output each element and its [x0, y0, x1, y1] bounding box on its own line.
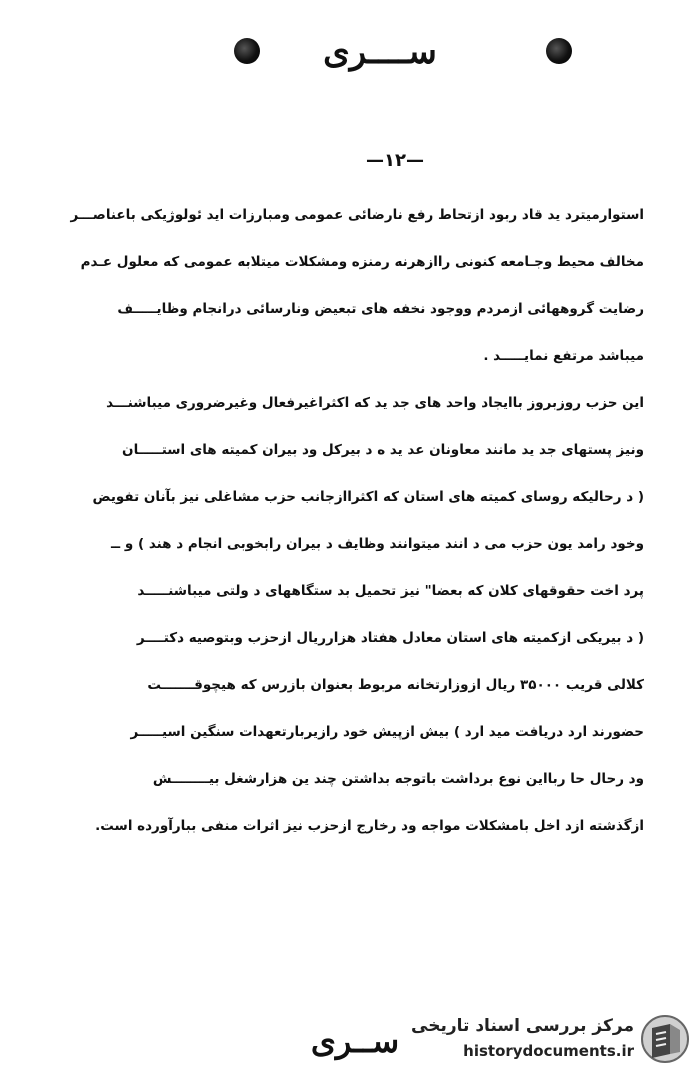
punch-hole-icon: [234, 38, 260, 64]
body-line: این حزب روزبروز باایجاد واحد های جد ید که اکثراغیرفعال وغیرضروری میباشنـــد: [106, 395, 644, 411]
classification-stamp-bottom: ســری: [310, 1022, 400, 1060]
body-line: ونیز پستهای جد ید مانند معاونان عد ید ه د بیرکل ود بیران کمیته های استـــــان: [122, 442, 644, 458]
watermark-title: مرکز بررسی اسناد تاریخی: [411, 1016, 634, 1036]
body-line: وخود رامد یون حزب می د انند میتوانند وظایف د بیران رابخوبی انجام د هند ) و ــ: [110, 536, 644, 552]
body-line: مخالف محیط وجـامعه کنونی راازهرنه رمنزه ومشکلات میتلابه عمومی که معلول عـدم: [80, 254, 644, 270]
document-header: [0, 28, 700, 88]
page-number: —۱۲—: [366, 150, 424, 171]
body-line: ود رحال حا ربااین نوع برداشت باتوجه بداشتن چند ین هزارشغل بیــــــــش: [152, 771, 644, 787]
body-line: کلالی قریب ۳۵۰۰۰ ریال ازوزارتخانه مربوط بعنوان بازرس که هیچوقـــــــت: [147, 677, 644, 693]
body-line: حضورند ارد دریافت مید ارد ) بیش ازپیش خود رازیربارتعهدات سنگین اسیـــــر: [130, 724, 644, 740]
punch-hole-icon: [546, 38, 572, 64]
body-line: ( د رحالیکه روسای کمیته های استان که اکثراازجانب حزب مشاغلی نیز بآنان تفویض: [92, 489, 644, 505]
body-line: رضایت گروههائی ازمردم ووجود نخفه های تبعیض ونارسائی درانجام وظایـــــف: [117, 301, 644, 317]
body-line: استوارمیترد ید قاد ربود ازتحاط رفع نارضائی عمومی ومبارزات اید ئولوژیکی باعناصـــر: [70, 207, 644, 223]
watermark-url: historydocuments.ir: [463, 1042, 634, 1060]
body-line: ( د بیریکی ازکمیته های استان معادل هفتاد هزارریال ازحزب وبتوصیه دکتــــر: [136, 630, 644, 646]
body-line: میباشد مرتفع نمایـــــد .: [483, 348, 644, 364]
document-body: [48, 200, 644, 858]
classification-stamp-top: ســــری: [323, 32, 437, 72]
body-line: پرد اخت حقوقهای کلان که بعضا" نیز تحمیل بد ستگاههای د ولتی میباشنـــــد: [137, 583, 644, 599]
archive-logo-icon: [640, 1014, 690, 1064]
archive-watermark: [412, 1008, 694, 1070]
body-line: ازگذشته ازد اخل بامشکلات مواجه ود رخارج ازحزب نیز اثرات منفی ببارآورده است.: [95, 818, 644, 834]
